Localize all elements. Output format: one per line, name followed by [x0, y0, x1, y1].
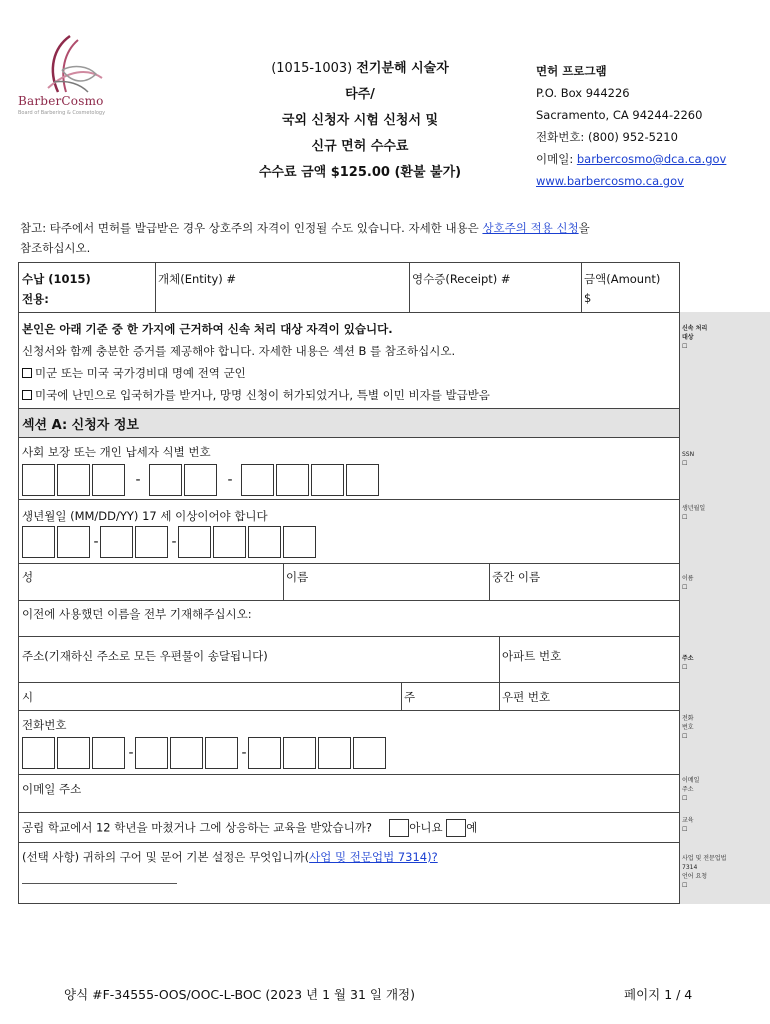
phone-digit-box[interactable] — [22, 737, 55, 769]
city-row — [19, 683, 680, 711]
check-expedite: 신속 처리 대상 ☐ — [682, 325, 708, 350]
apt-field[interactable] — [499, 637, 680, 682]
ssn-digit-box[interactable] — [241, 464, 274, 496]
page-number: 페이지 1 / 4 — [624, 987, 693, 1002]
refugee-label: 미국에 난민으로 입국허가를 받거나, 망명 신청이 허가되었거나, 특별 이민 비자를 발급받음 — [35, 388, 490, 402]
note-text-end: 을 — [578, 221, 590, 235]
city-label: 시 — [22, 690, 34, 704]
phone-digit-box[interactable] — [318, 737, 351, 769]
check-language: 사업 및 전문업법 7314 언어 요청 ☐ — [682, 855, 727, 889]
email-line — [536, 148, 726, 170]
ssn-digit-box[interactable] — [346, 464, 379, 496]
dob-separator: - — [93, 534, 99, 550]
ssn-digit-box[interactable] — [57, 464, 90, 496]
address-row — [19, 637, 680, 683]
apt-label: 아파트 번호 — [502, 649, 562, 663]
dob-label: 생년월일 (MM/DD/YY) 17 세 이상이어야 합니다 — [22, 509, 268, 523]
last-name-label: 성 — [22, 570, 34, 584]
education-question — [22, 819, 477, 837]
education-no-checkbox[interactable] — [389, 819, 409, 837]
form-title-line3: 국외 신청자 시험 신청서 및 — [281, 113, 439, 128]
dob-input-group — [22, 526, 318, 558]
section-a-title: 섹션 A: 신청자 정보 — [22, 418, 139, 433]
amount-field[interactable] — [581, 263, 680, 312]
check-address: 주소 ☐ — [682, 655, 694, 671]
dob-row — [19, 500, 680, 564]
check-name: 이름 ☐ — [682, 575, 694, 591]
form-code: (1015-1003) — [271, 61, 353, 76]
phone-separator: - — [128, 745, 134, 761]
dob-digit-box[interactable] — [100, 526, 133, 558]
phone-digit-box[interactable] — [170, 737, 203, 769]
checklist-sidebar — [679, 262, 770, 904]
phone-digit-box[interactable] — [92, 737, 125, 769]
ssn-digit-box[interactable] — [149, 464, 182, 496]
logo-swirl-icon — [18, 30, 128, 100]
check-dob: 생년월일 ☐ — [682, 505, 706, 521]
dob-digit-box[interactable] — [22, 526, 55, 558]
amount-dollar: $ — [584, 291, 592, 305]
ssn-separator: - — [135, 472, 141, 488]
email-label: 이메일: — [536, 152, 577, 166]
po-box: P.O. Box 944226 — [536, 86, 630, 100]
form-fee: 수수료 금액 $125.00 (환불 불가) — [258, 165, 462, 180]
phone-digit-box[interactable] — [283, 737, 316, 769]
language-question — [22, 849, 438, 865]
dob-digit-box[interactable] — [248, 526, 281, 558]
address-field[interactable] — [19, 637, 499, 682]
ssn-digit-box[interactable] — [184, 464, 217, 496]
expedite-option-military[interactable] — [22, 365, 246, 381]
ssn-digit-box[interactable] — [311, 464, 344, 496]
phone-digit-box[interactable] — [248, 737, 281, 769]
phone-input-group — [22, 737, 388, 769]
language-question-text: (선택 사항) 귀하의 구어 및 문어 기본 설정은 무엇입니까( — [22, 850, 310, 864]
phone-row — [19, 711, 680, 775]
name-row — [19, 564, 680, 601]
form-title-line2: 타주/ — [345, 87, 375, 102]
form-title — [215, 56, 505, 186]
city-field[interactable] — [19, 683, 401, 710]
city-address: Sacramento, CA 94244-2260 — [536, 108, 703, 122]
phone-digit-box[interactable] — [353, 737, 386, 769]
form-title-line1: 전기분해 시술자 — [356, 61, 449, 76]
reciprocity-link[interactable]: 상호주의 적용 신청 — [482, 221, 579, 235]
check-phone: 전화 번호 ☐ — [682, 715, 694, 740]
check-email: 이메일 주소 ☐ — [682, 777, 700, 802]
ssn-row — [19, 438, 680, 500]
office-use-label-2: 전용: — [22, 292, 49, 306]
refugee-checkbox[interactable] — [22, 390, 32, 400]
program-name: 면허 프로그램 — [536, 64, 607, 78]
dob-digit-box[interactable] — [178, 526, 211, 558]
zip-field[interactable] — [499, 683, 680, 710]
receipt-label: 영수증(Receipt) # — [412, 272, 511, 286]
form-title-line4: 신규 면허 수수료 — [311, 139, 409, 154]
contact-block — [536, 60, 726, 192]
note-text: 참고: 타주에서 면허를 발급받은 경우 상호주의 자격이 인정될 수도 있습니다. 자세한 내용은 — [20, 221, 483, 235]
prior-names-label: 이전에 사용했던 이름을 전부 기재해주십시오: — [22, 607, 252, 621]
expedite-instruction: 신청서와 함께 충분한 증거를 제공해야 합니다. 자세한 내용은 섹션 B 를 참조하십시오. — [22, 344, 456, 358]
prior-names-row[interactable] — [19, 601, 680, 637]
office-use-label: 수납 (1015) — [22, 272, 91, 286]
ssn-input-group — [22, 464, 381, 496]
middle-name-label: 중간 이름 — [492, 570, 541, 584]
military-label: 미군 또는 미국 국가경비대 명예 전역 군인 — [35, 366, 246, 380]
expedite-row — [19, 313, 680, 409]
phone-digit-box[interactable] — [205, 737, 238, 769]
check-ssn: SSN ☐ — [682, 451, 695, 467]
dob-digit-box[interactable] — [213, 526, 246, 558]
first-name-label: 이름 — [286, 570, 309, 584]
reciprocity-note — [20, 218, 700, 258]
ssn-separator: - — [227, 472, 233, 488]
bpc-7314-link[interactable]: 사업 및 전문업법 7314)? — [309, 850, 438, 864]
last-name-field[interactable] — [19, 564, 283, 600]
website-link[interactable]: www.barbercosmo.ca.gov — [536, 174, 684, 188]
logo-name: BarberCosmo — [18, 94, 104, 108]
education-yes-checkbox[interactable] — [446, 819, 466, 837]
email-row[interactable] — [19, 775, 680, 813]
middle-name-field[interactable] — [489, 564, 680, 600]
phone-separator: - — [241, 745, 247, 761]
zip-label: 우편 번호 — [502, 690, 551, 704]
military-checkbox[interactable] — [22, 368, 32, 378]
language-answer-line[interactable] — [22, 883, 177, 884]
expedite-option-refugee[interactable] — [22, 387, 490, 403]
address-label: 주소(기재하신 주소로 모든 우편물이 송달됩니다) — [22, 649, 268, 663]
email-field-label: 이메일 주소 — [22, 782, 82, 796]
website-line — [536, 170, 726, 192]
education-yes-label: 예 — [466, 820, 478, 835]
office-use-row — [19, 263, 680, 313]
email-link[interactable]: barbercosmo@dca.ca.gov — [576, 152, 727, 166]
phone-digit-box[interactable] — [135, 737, 168, 769]
dob-digit-box[interactable] — [135, 526, 168, 558]
dob-separator: - — [171, 534, 177, 550]
ssn-digit-box[interactable] — [92, 464, 125, 496]
state-field[interactable] — [401, 683, 499, 710]
state-label: 주 — [404, 690, 416, 704]
section-a-header — [19, 409, 680, 438]
language-row — [19, 843, 680, 905]
application-form — [18, 262, 770, 904]
ssn-label: 사회 보장 또는 개인 납세자 식별 번호 — [22, 445, 211, 459]
phone-number: 전화번호: (800) 952-5210 — [536, 130, 678, 144]
education-row — [19, 813, 680, 843]
phone-digit-box[interactable] — [57, 737, 90, 769]
entity-field[interactable] — [155, 263, 409, 312]
education-question-text: 공립 학교에서 12 학년을 마쳤거나 그에 상응하는 교육을 받았습니까? — [22, 820, 372, 835]
check-education: 교육 ☐ — [682, 817, 694, 833]
entity-label: 개체(Entity) # — [158, 272, 237, 286]
form-number: 양식 #F-34555-OOS/OOC-L-BOC (2023 년 1 월 31 일 개정) — [64, 987, 416, 1002]
education-no-label: 아니요 — [409, 820, 443, 835]
logo-subtitle: Board of Barbering & Cosmetology — [18, 110, 106, 116]
form-main — [18, 262, 679, 904]
ssn-digit-box[interactable] — [22, 464, 55, 496]
ssn-digit-box[interactable] — [276, 464, 309, 496]
first-name-field[interactable] — [283, 564, 489, 600]
receipt-field[interactable] — [409, 263, 581, 312]
amount-label: 금액(Amount) — [584, 272, 661, 286]
note-text-line2: 참조하십시오. — [20, 241, 91, 255]
dob-digit-box[interactable] — [57, 526, 90, 558]
phone-label: 전화번호 — [22, 718, 67, 732]
expedite-heading: 본인은 아래 기준 중 한 가지에 근거하여 신속 처리 대상 자격이 있습니다. — [22, 322, 393, 336]
dob-digit-box[interactable] — [283, 526, 316, 558]
